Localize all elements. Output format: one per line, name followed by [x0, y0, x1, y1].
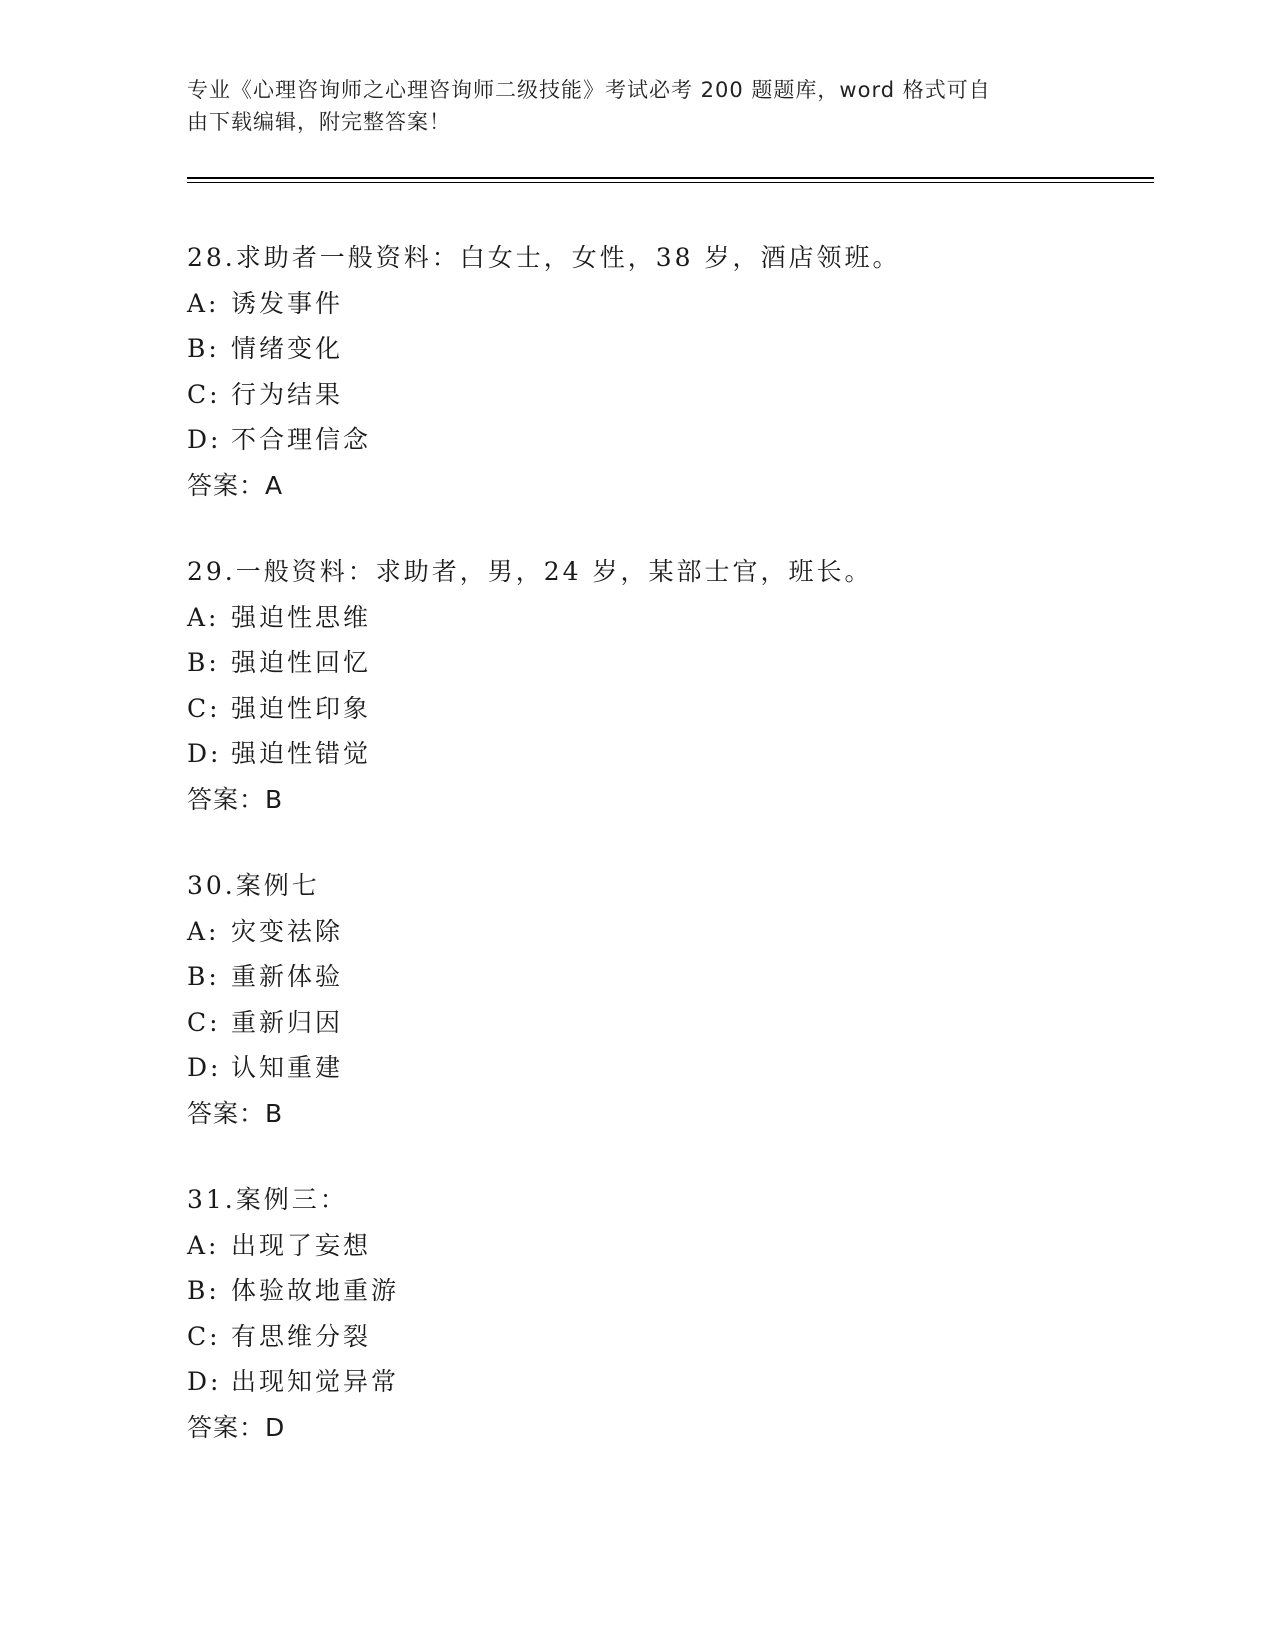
option-key: A:: [187, 1230, 220, 1260]
option-c: [187, 1000, 1147, 1046]
option-key: B:: [187, 962, 220, 991]
option-key: D:: [187, 1367, 222, 1396]
answer-line: 答案：B: [187, 1098, 284, 1128]
header-line-1: 专业《心理咨询师之心理咨询师二级技能》考试必考 200 题题库，word 格式可自: [187, 78, 991, 102]
option-text: 重新归因: [231, 1007, 344, 1037]
option-key: B:: [187, 1276, 220, 1305]
option-key: D:: [187, 425, 222, 454]
answer-line: 答案：B: [187, 784, 284, 814]
option-key: B:: [187, 334, 220, 363]
option-key: C:: [187, 1007, 221, 1037]
option-c: [187, 1314, 1147, 1360]
option-text: 行为结果: [231, 379, 344, 409]
header-line-2: 由下载编辑，附完整答案！: [187, 110, 451, 134]
option-d: [187, 731, 1147, 777]
document-header: [187, 74, 1067, 138]
option-c: [187, 686, 1147, 732]
question-31: [187, 1177, 1147, 1450]
question-stem: 28.求助者一般资料：白女士，女性，38 岁，酒店领班。: [187, 243, 901, 272]
option-text: 诱发事件: [231, 288, 344, 318]
option-b: [187, 640, 1147, 686]
option-text: 不合理信念: [231, 425, 372, 454]
question-28: [187, 235, 1147, 508]
option-c: [187, 372, 1147, 418]
option-key: A:: [187, 916, 220, 946]
option-text: 体验故地重游: [231, 1276, 400, 1305]
option-a: [187, 1223, 1147, 1269]
question-stem: 29.一般资料：求助者，男，24 岁，某部士官，班长。: [187, 557, 873, 586]
option-d: [187, 1045, 1147, 1091]
option-key: B:: [187, 648, 220, 677]
option-text: 强迫性思维: [231, 602, 372, 632]
option-key: C:: [187, 693, 221, 723]
option-b: [187, 954, 1147, 1000]
option-text: 情绪变化: [231, 334, 344, 363]
question-stem: 31.案例三：: [187, 1185, 348, 1214]
option-text: 重新体验: [231, 962, 344, 991]
option-key: D:: [187, 1053, 222, 1082]
option-text: 强迫性错觉: [231, 739, 372, 768]
option-key: A:: [187, 288, 220, 318]
option-key: C:: [187, 1321, 221, 1351]
option-text: 灾变祛除: [231, 916, 344, 946]
option-a: [187, 909, 1147, 955]
option-text: 强迫性回忆: [231, 648, 372, 677]
option-b: [187, 1268, 1147, 1314]
option-key: C:: [187, 379, 221, 409]
option-a: [187, 595, 1147, 641]
question-list: [187, 235, 1147, 1491]
answer-line: 答案：A: [187, 470, 284, 500]
question-29: [187, 549, 1147, 822]
header-divider-thick: [187, 177, 1154, 179]
option-a: [187, 281, 1147, 327]
option-d: [187, 417, 1147, 463]
question-stem: 30.案例七: [187, 871, 320, 900]
option-text: 有思维分裂: [231, 1321, 372, 1351]
header-divider-thin: [187, 182, 1154, 183]
answer-line: 答案：D: [187, 1412, 286, 1442]
option-text: 出现了妄想: [231, 1230, 372, 1260]
question-30: [187, 863, 1147, 1136]
option-text: 出现知觉异常: [231, 1367, 400, 1396]
option-text: 认知重建: [231, 1053, 344, 1082]
option-key: A:: [187, 602, 220, 632]
option-d: [187, 1359, 1147, 1405]
option-key: D:: [187, 739, 222, 768]
option-text: 强迫性印象: [231, 693, 372, 723]
option-b: [187, 326, 1147, 372]
